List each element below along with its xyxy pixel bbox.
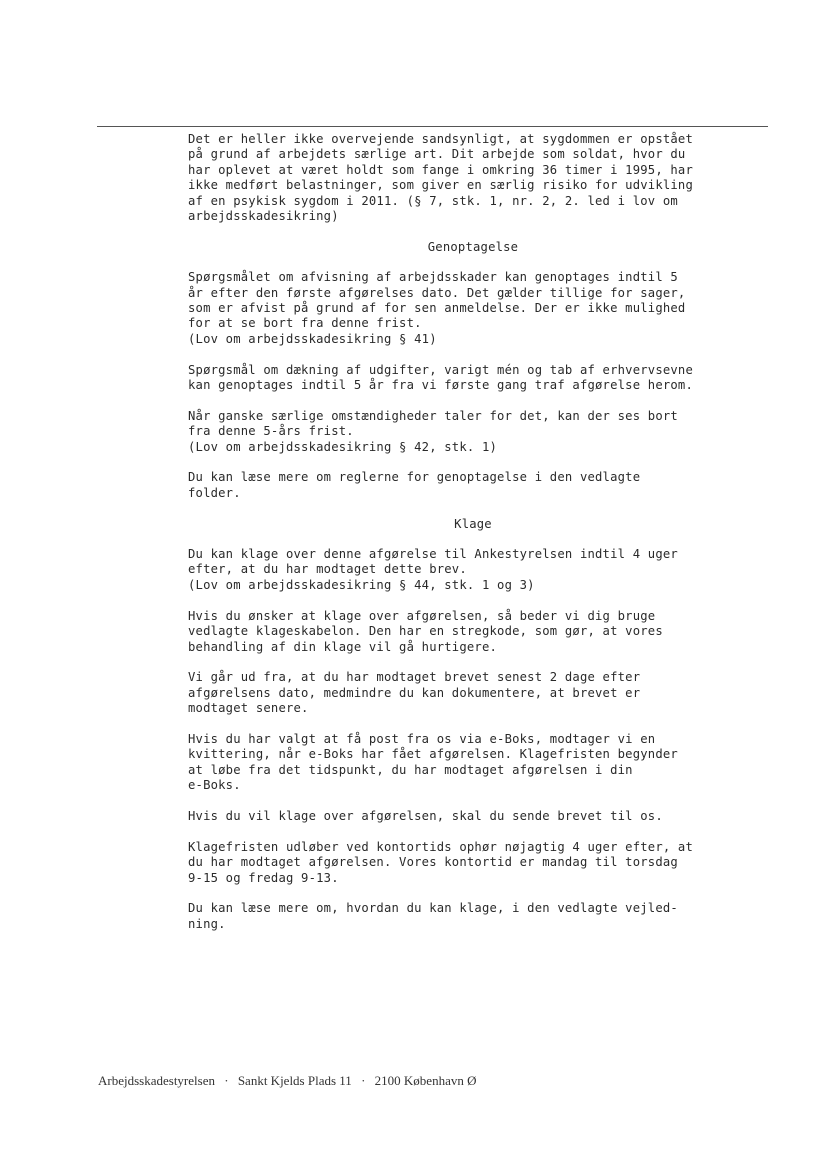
section-heading-klage: Klage <box>454 516 492 531</box>
section-heading-genoptagelse: Genoptagelse <box>427 239 519 254</box>
intro-paragraph: Det er heller ikke overvejende sandsynligt, at sygdommen er opstået på grund af arbejdets særlige art. Dit arbejde som soldat, hvor du har oplevet at været holdt som fange i omkring 36 timer i 1995, har ikke medført belastninger, som giver en særlig risiko for udvikling af en psykisk sygdom i 2011. (§ 7, stk. 1, nr. 2, 2. led i lov om arbejdsskadesikring) <box>188 132 694 224</box>
klage-paragraph-3: Vi går ud fra, at du har modtaget brevet senest 2 dage efter afgørelsens dato, medmindre du kan dokumentere, at brevet er modtaget senere. <box>188 670 641 716</box>
klage-paragraph-1: Du kan klage over denne afgørelse til Ankestyrelsen indtil 4 uger efter, at du har modtaget dette brev. (Lov om arbejdsskadesikring § 44, stk. 1 og 3) <box>188 547 678 592</box>
footer-postal: 2100 København Ø <box>374 1073 477 1088</box>
genoptagelse-paragraph-4: Du kan læse mere om reglerne for genoptagelse i den vedlagte folder. <box>188 470 641 500</box>
genoptagelse-paragraph-2: Spørgsmål om dækning af udgifter, varigt mén og tab af erhvervsevne kan genoptages indtil 5 år fra vi første gang traf afgørelse herom. <box>188 362 694 393</box>
genoptagelse-paragraph-3: Når ganske særlige omstændigheder taler for det, kan der ses bort fra denne 5-års frist. (Lov om arbejdsskadesikring § 42, stk. 1) <box>188 408 678 454</box>
footer-organization: Arbejdsskadestyrelsen <box>98 1073 215 1088</box>
genoptagelse-paragraph-1: Spørgsmålet om afvisning af arbejdsskader kan genoptages indtil 5 år efter den første afgørelses dato. Det gælder tillige for sager, som er afvist på grund af for sen anmeldelse. Der er ikke mulighed for at se bort fra denne frist. (Lov om arbejdsskadesikring § 41) <box>188 270 686 346</box>
klage-paragraph-4: Hvis du har valgt at få post fra os via e-Boks, modtager vi en kvittering, når e-Boks har fået afgørelsen. Klagefristen begynder at løbe fra det tidspunkt, du har modtaget afgørelsen i din e-Boks. <box>188 731 678 793</box>
footer-separator: · <box>361 1073 366 1088</box>
header-rule <box>97 126 768 127</box>
footer-address: Sankt Kjelds Plads 11 <box>237 1073 352 1088</box>
klage-paragraph-5: Hvis du vil klage over afgørelsen, skal du sende brevet til os. <box>188 808 663 823</box>
klage-paragraph-7: Du kan læse mere om, hvordan du kan klage, i den vedlagte vejled- ning. <box>188 901 678 931</box>
footer-separator: · <box>224 1073 229 1088</box>
klage-paragraph-2: Hvis du ønsker at klage over afgørelsen, så beder vi dig bruge vedlagte klageskabelon. Den har en stregkode, som gør, at vores behandling af din klage vil gå hurtigere. <box>188 608 663 654</box>
klage-paragraph-6: Klagefristen udløber ved kontortids ophør nøjagtig 4 uger efter, at du har modtaget afgørelsen. Vores kontortid er mandag til torsdag 9-15 og fredag 9-13. <box>188 839 694 885</box>
page-footer <box>98 1073 476 1089</box>
letter-body <box>188 132 758 948</box>
